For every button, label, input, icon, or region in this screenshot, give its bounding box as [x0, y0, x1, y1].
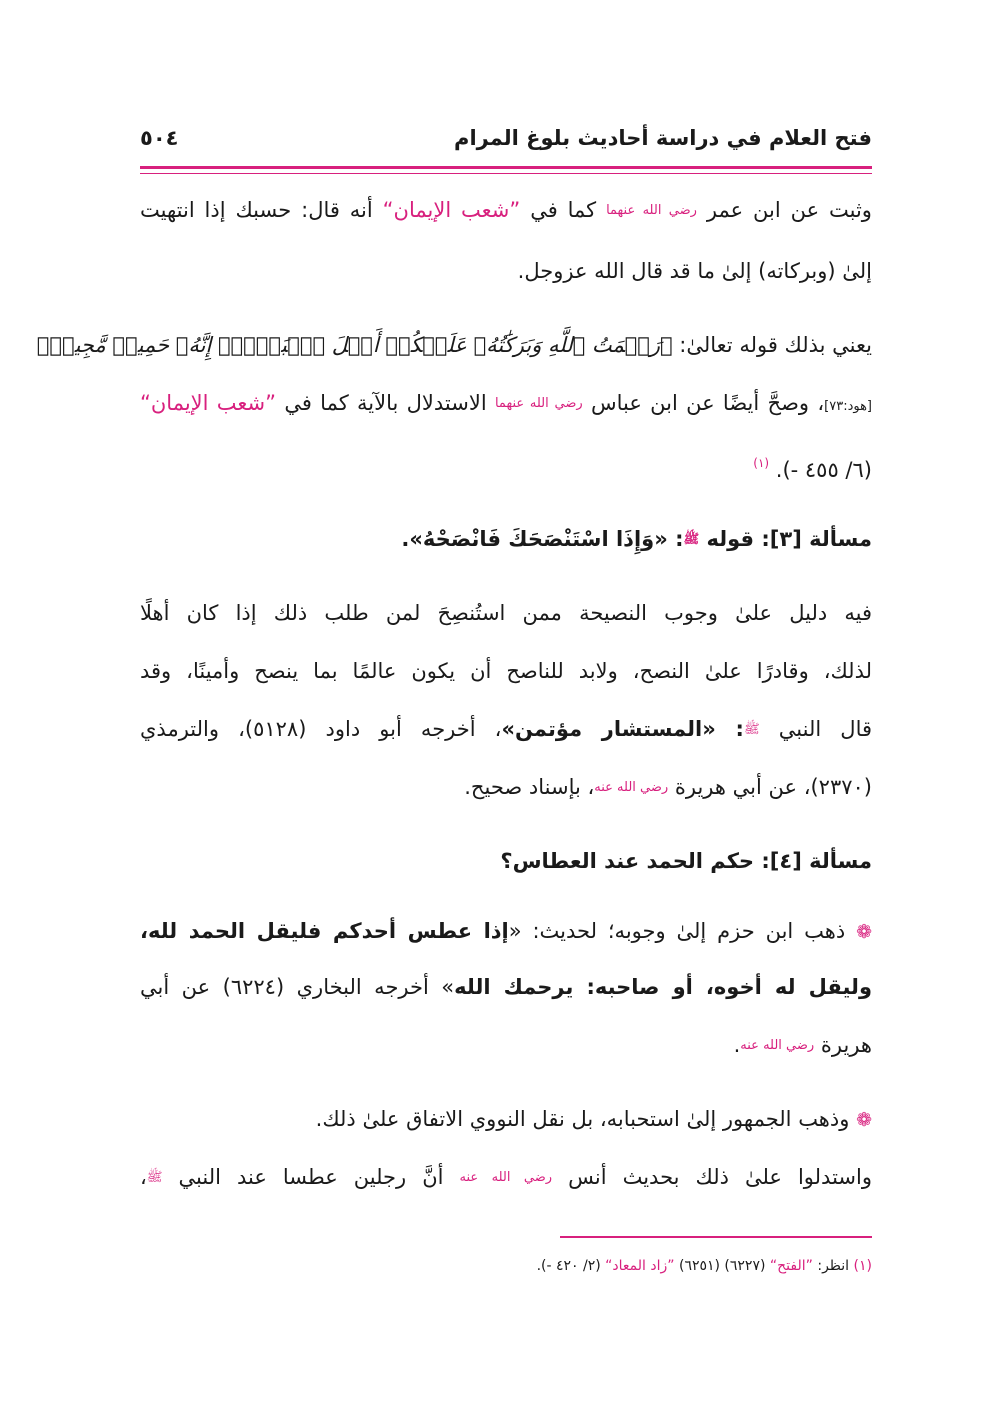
honorific: ﷺ — [683, 532, 700, 547]
book-title: ”زاد المعاد“ — [605, 1258, 675, 1274]
book-title: ”شعب الإيمان“ — [382, 198, 521, 222]
para6-line1 — [140, 1162, 872, 1193]
hadith-text: إذا عطس أحدكم فليقل الحمد لله، — [140, 919, 509, 943]
book-title: ”الفتح“ — [769, 1258, 813, 1274]
para4-line2 — [140, 972, 872, 1002]
text-run: قوله — [706, 527, 755, 551]
footnote-separator — [560, 1236, 872, 1238]
text-run: (٦٢٢٧) (٦٢٥١) — [678, 1258, 766, 1274]
text-run: ، — [140, 1165, 147, 1189]
text-run: أنه قال: حسبك إذا انتهيت — [140, 198, 373, 222]
question-3-heading — [140, 524, 872, 555]
question-label: مسألة [٤]: — [761, 849, 872, 873]
para4-line3 — [140, 1030, 872, 1061]
verse-reference: [هود:٧٣] — [824, 399, 872, 414]
text-run: هريرة — [820, 1033, 872, 1057]
text-run: ، أخرجه أبو داود (٥١٢٨)، والترمذي — [140, 717, 502, 741]
text-run: (٢/ ٤٢٠ -). — [536, 1258, 601, 1274]
question-4-heading — [140, 846, 872, 876]
header-rule-thick — [140, 166, 872, 169]
running-title: فتح العلام في دراسة أحاديث بلوغ المرام — [454, 126, 872, 150]
honorific: رضي الله عنه — [594, 780, 669, 795]
honorific: رضي الله عنهما — [606, 203, 697, 218]
quran-verse: ﴿رَحۡمَتُ ٱللَّهِ وَبَرَكَٰتُهُۥ عَلَيۡكُمۡ أَهۡلَ ٱلۡبَيۡتِۚ إِنَّهُۥ حَمِيدٞ مَّجِيدٞ﴾ — [36, 333, 673, 357]
text-run: ، بإسناد صحيح. — [464, 775, 595, 799]
honorific: ﷺ — [146, 1170, 163, 1185]
text-run: ذهب ابن حزم إلىٰ وجوبه؛ لحديث: « — [508, 919, 846, 943]
book-title: ”شعب الإيمان“ — [140, 391, 277, 415]
para1-line1 — [140, 195, 872, 226]
question-label: مسألة [٣]: — [761, 527, 872, 551]
para3-line2: لذلك، وقادرًا علىٰ النصح، ولابد للناصح أن يكون عالمًا بما ينصح وأمينًا، وقد — [140, 659, 872, 683]
honorific: ﷺ — [743, 722, 760, 737]
rosette-bullet-icon: ❁ — [856, 921, 872, 943]
text-run: (٦/ ٤٥٥ -). — [775, 458, 872, 482]
para5-line1 — [172, 1104, 872, 1135]
text-run: » أخرجه البخاري (٦٢٢٤) عن أبي — [140, 975, 455, 999]
text-run: وثبت عن ابن عمر — [706, 198, 872, 222]
para3-line1: فيه دليل علىٰ وجوب النصيحة ممن استُنصِحَ لمن طلب ذلك إذا كان أهلًا — [140, 601, 872, 625]
hadith-text: : «وَإِذَا اسْتَنْصَحَكَ فَانْصَحْهُ». — [401, 527, 684, 551]
text-run: واستدلوا علىٰ ذلك بحديث أنس — [568, 1165, 872, 1189]
footnote-marker: (١) — [753, 456, 770, 470]
text-run: الاستدلال بالآية كما في — [284, 391, 487, 415]
para2-line2 — [140, 388, 872, 422]
text-run: انظر: — [817, 1258, 850, 1274]
para3-line3 — [140, 714, 872, 745]
text-run: كما في — [530, 198, 597, 222]
text-run: (٢٣٧٠)، عن أبي هريرة — [674, 775, 872, 799]
header-rule-thin — [140, 173, 872, 174]
text-run: يعني بذلك قوله تعالىٰ: — [679, 333, 872, 357]
honorific: رضي الله عنه — [740, 1038, 815, 1053]
para3-line4 — [140, 772, 872, 803]
para4-line1 — [140, 916, 872, 947]
hadith-text: : «المستشار مؤتمن» — [501, 717, 744, 741]
text-run: قال النبي — [778, 717, 873, 741]
honorific: رضي الله عنهما — [494, 396, 583, 411]
footnote-number: (١) — [853, 1258, 872, 1274]
question-title: حكم الحمد عند العطاس؟ — [500, 849, 755, 873]
rosette-bullet-icon: ❁ — [856, 1109, 872, 1131]
text-run: ، وصحَّ أيضًا عن ابن عباس — [590, 391, 825, 415]
para2-line3 — [140, 448, 872, 485]
footnote — [140, 1255, 872, 1277]
text-run: وذهب الجمهور إلىٰ استحبابه، بل نقل النووي الاتفاق علىٰ ذلك. — [315, 1107, 850, 1131]
running-header — [140, 124, 872, 164]
text-run: أنَّ رجلين عطسا عند النبي — [178, 1165, 444, 1189]
text-run: . — [733, 1033, 741, 1057]
para1-line2: إلىٰ (وبركاته) إلىٰ ما قد قال الله عزوجل. — [517, 259, 872, 283]
para2-line1 — [36, 330, 872, 360]
honorific: رضي الله عنه — [459, 1170, 553, 1185]
page-number: ٥٠٤ — [140, 126, 179, 150]
hadith-text: وليقل له أخوه، أو صاحبه: يرحمك الله — [454, 975, 872, 999]
